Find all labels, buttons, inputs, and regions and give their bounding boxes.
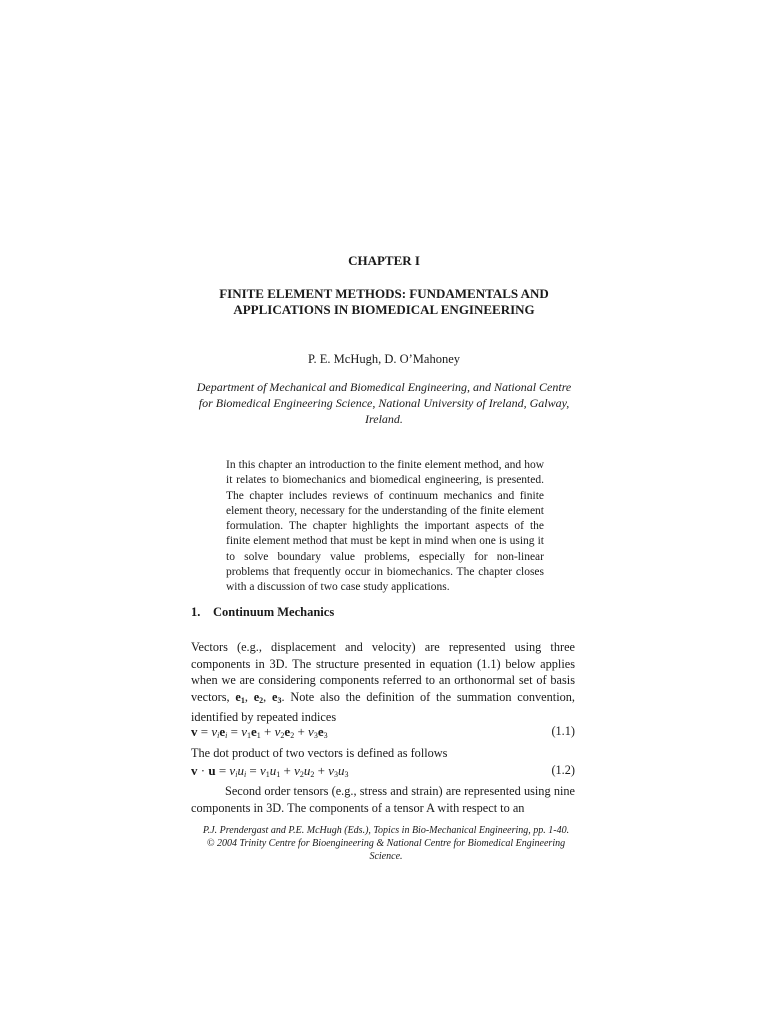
page-footer (191, 824, 581, 863)
chapter-title (160, 286, 608, 318)
affiliation: Department of Mechanical and Biomedical Engineering, and National Centre for Biomedical Engineering Science, National University of Ireland, Galway, Ireland. (196, 380, 572, 426)
authors: P. E. McHugh, D. O’Mahoney (307, 352, 461, 366)
equation-1-1-number: (1.1) (551, 724, 575, 738)
equation-1-2-formula: $v \cdot u = v_iu_i = v_1u_1 + v_2u_2 + v_3u_3$ (191, 763, 349, 779)
chapter-heading: CHAPTER I (348, 253, 420, 268)
basis-vector-e2: $e_2$ (253, 689, 264, 705)
basis-separator-1: , (244, 689, 254, 704)
footer-copyright: © 2004 Trinity Centre for Bioengineering & National Centre for Biomedical Engineering Science. (206, 838, 566, 862)
equation-1-1-formula: $v = v_ie_i = v_1e_1 + v_2e_2 + v_3e_3$ (191, 724, 328, 740)
basis-vector-e1: $e_1$ (235, 689, 245, 705)
section-number: 1. (191, 605, 201, 619)
paragraph-vectors (191, 639, 575, 726)
footer-citation: P.J. Prendergast and P.E. McHugh (Eds.), Topics in Bio-Mechanical Engineering, pp. 1-40. (202, 825, 570, 836)
equation-1-1 (191, 724, 575, 741)
equation-1-2-number: (1.2) (551, 763, 575, 777)
section-heading (191, 605, 581, 620)
basis-vector-e3: $e_3$ (272, 689, 282, 705)
dot-product-sentence: The dot product of two vectors is defined as follows (191, 746, 448, 760)
paragraph-tensors: Second order tensors (e.g., stress and strain) are represented using nine components in 3D. The components of a tensor A with respect to an (191, 784, 575, 815)
chapter-title-line-1: FINITE ELEMENT METHODS: FUNDAMENTALS AND (219, 286, 549, 301)
chapter-title-line-2: APPLICATIONS IN BIOMEDICAL ENGINEERING (233, 302, 535, 317)
basis-separator-2: , (263, 689, 273, 704)
paragraph-vectors-text-2: . Note also the definition of the summation convention, identified by repeated indices (191, 689, 575, 724)
abstract: In this chapter an introduction to the finite element method, and how it relates to biomechanics and biomedical engineering, is presented. The chapter includes reviews of continuum mechanics and finite element theory, necessary for the understanding of the finite element formulation. The chapter highlights the important aspects of the finite element method that must be kept in mind when one is using it to solve boundary value problems, especially for non-linear problems that frequently occur in biomechanics. The chapter closes with a discussion of two case study applications. (226, 459, 544, 594)
section-title: Continuum Mechanics (213, 605, 335, 619)
paragraph-vectors-text-1: Vectors (e.g., displacement and velocity) are represented using three components in 3D. The structure presented in equation (1.1) below applies when we are considering components referred to an orthonormal set of basis vectors, (191, 640, 575, 704)
equation-1-2 (191, 763, 575, 780)
